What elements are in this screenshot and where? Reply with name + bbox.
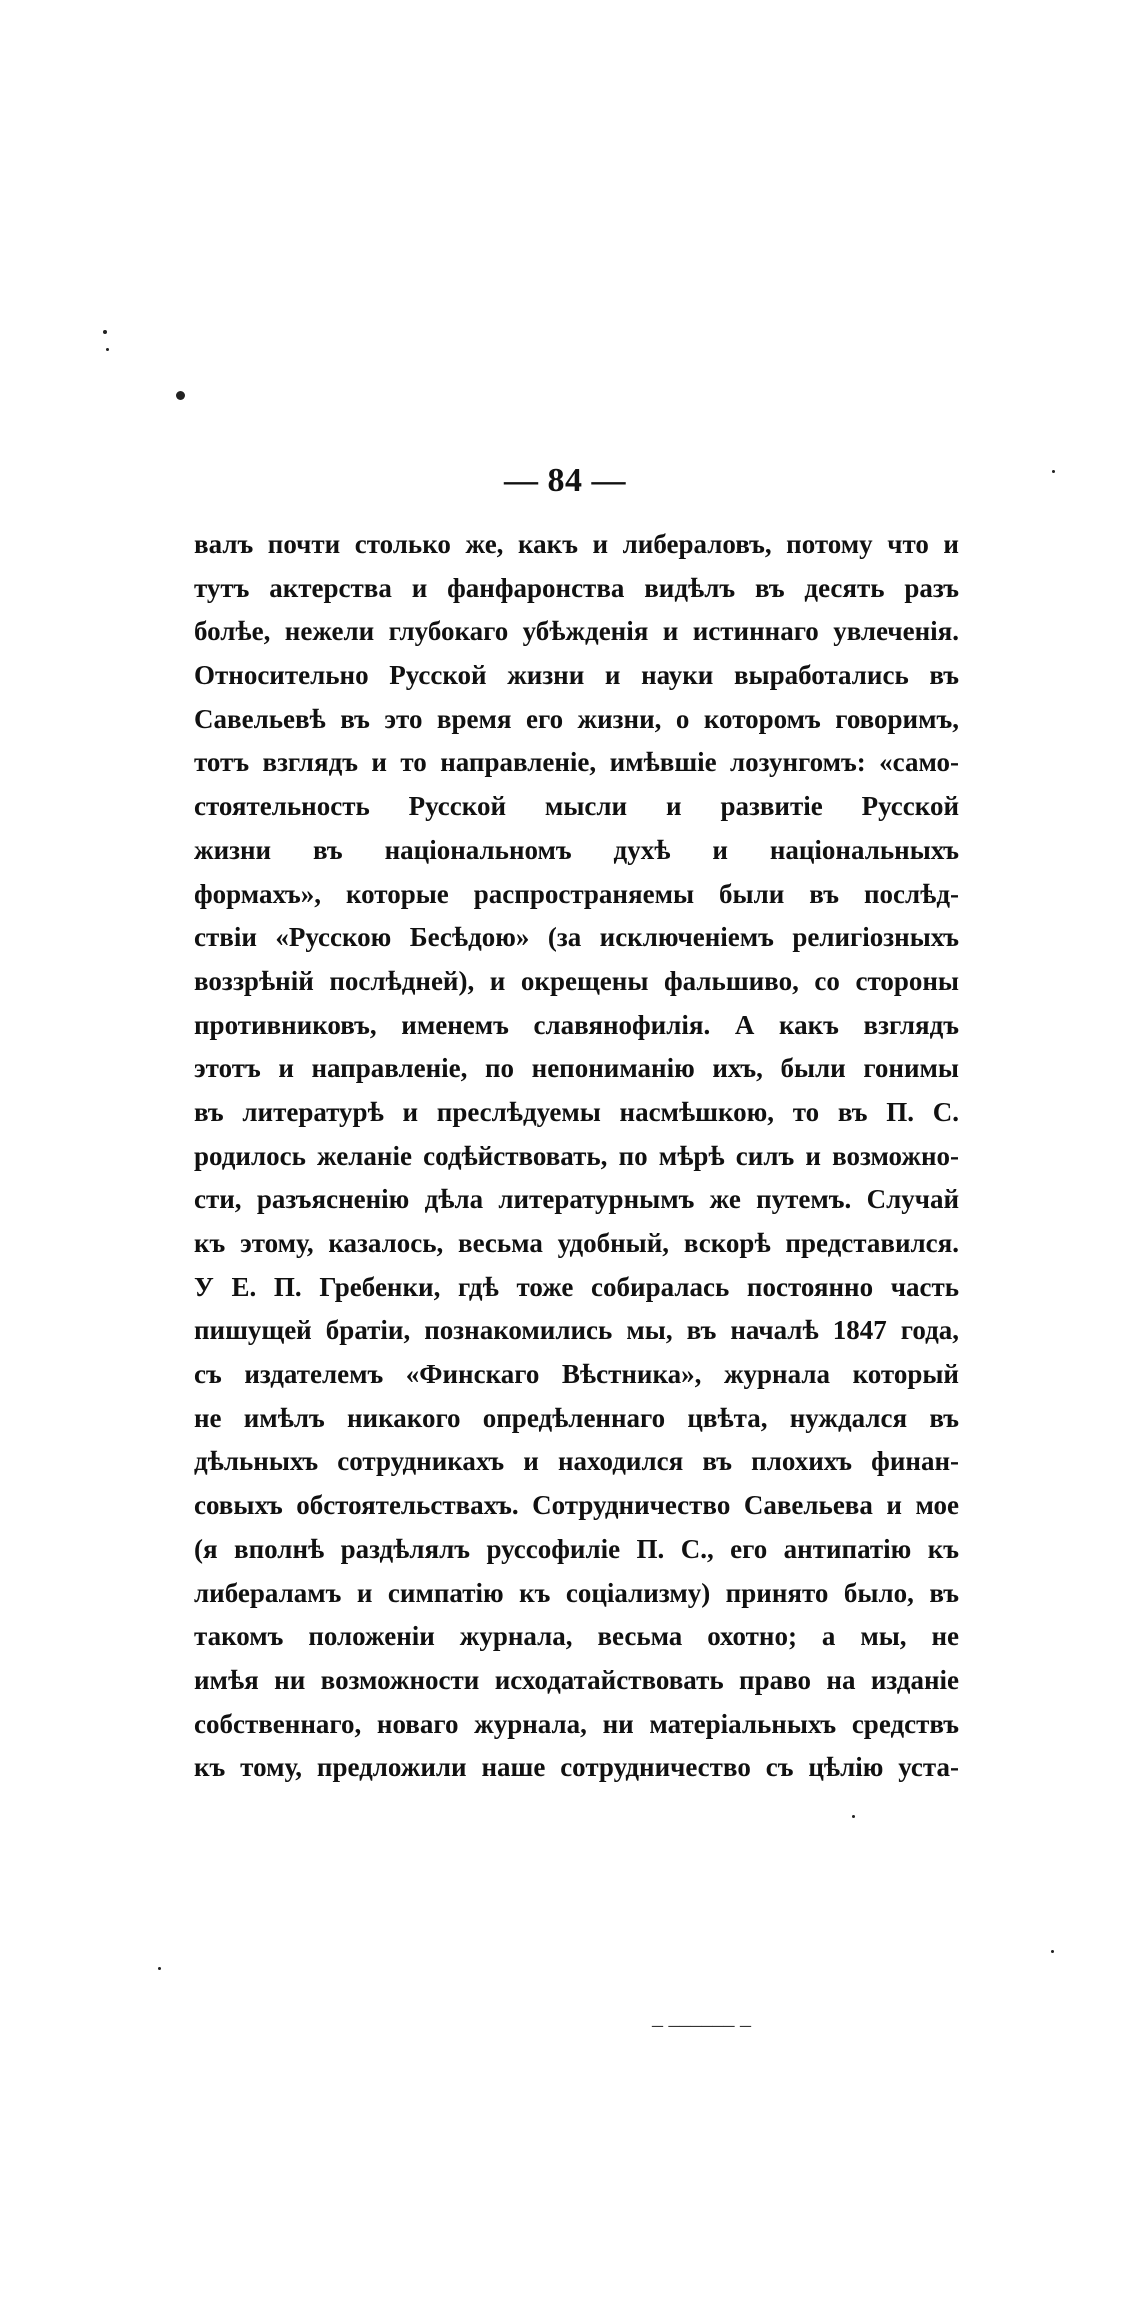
text-line: противниковъ, именемъ славянофилія. А какъ взглядъ	[194, 1009, 959, 1040]
body-text	[194, 523, 959, 1790]
text-line: въ литературѣ и преслѣдуемы насмѣшкою, то въ П. С.	[194, 1096, 959, 1127]
ink-speck	[106, 348, 109, 351]
text-line: воззрѣній послѣдней), и окрещены фальшиво, со стороны	[194, 965, 959, 996]
text-line: къ этому, казалось, весьма удобный, вскорѣ представился.	[194, 1228, 959, 1258]
ink-speck	[103, 330, 107, 334]
text-line: не имѣлъ никакого опредѣленнаго цвѣта, нуждался въ	[194, 1402, 959, 1433]
text-line: формахъ», которые распространяемы были въ послѣд-	[194, 878, 959, 909]
text-line: валъ почти столько же, какъ и либераловъ, потому что и	[194, 529, 959, 559]
text-line: съ издателемъ «Финскаго Вѣстника», журнала который	[194, 1359, 959, 1390]
ink-speck	[1052, 470, 1055, 473]
text-line: сти, разъясненію дѣла литературнымъ же путемъ. Случай	[194, 1184, 959, 1215]
text-line: стоятельность Русской мысли и развитіе Русской	[194, 791, 959, 822]
text-line: совыхъ обстоятельствахъ. Сотрудничество Савельева и мое	[194, 1490, 959, 1521]
text-line: У Е. П. Гребенки, гдѣ тоже собиралась постоянно часть	[194, 1271, 959, 1302]
text-line: жизни въ національномъ духѣ и національныхъ	[194, 834, 959, 865]
text-line: Относительно Русской жизни и науки выработались въ	[194, 660, 959, 691]
text-line: Савельевѣ въ это время его жизни, о которомъ говоримъ,	[194, 703, 959, 734]
text-line: (я вполнѣ раздѣлялъ руссофиліе П. С., его антипатію къ	[194, 1533, 959, 1564]
text-line: болѣе, нежели глубокаго убѣжденія и истиннаго увлеченія.	[194, 616, 959, 647]
text-line: родилось желаніе содѣйствовать, по мѣрѣ силъ и возможно-	[194, 1140, 959, 1171]
text-line: къ тому, предложили наше сотрудничество съ цѣлію уста-	[194, 1752, 959, 1783]
ink-speck	[852, 1815, 855, 1818]
text-line: дѣльныхъ сотрудникахъ и находился въ плохихъ финан-	[194, 1446, 959, 1477]
text-line: тутъ актерства и фанфаронства видѣлъ въ десять разъ	[194, 572, 959, 603]
ink-speck	[158, 1967, 161, 1970]
text-line: ствіи «Русскою Бесѣдою» (за исключеніемъ религіозныхъ	[194, 922, 959, 953]
text-line: такомъ положеніи журнала, весьма охотно; а мы, не	[194, 1621, 959, 1652]
text-line: либераламъ и симпатію къ соціализму) принято было, въ	[194, 1577, 959, 1608]
text-line: имѣя ни возможности исходатайствовать право на изданіе	[194, 1664, 959, 1695]
ink-speck	[1051, 1950, 1054, 1953]
bottom-ornament: _ ______ _	[652, 2004, 751, 2029]
text-line: тотъ взглядъ и то направленіе, имѣвшіе лозунгомъ: «само-	[194, 747, 959, 778]
text-line: пишущей братіи, познакомились мы, въ началѣ 1847 года,	[194, 1315, 959, 1346]
text-line: этотъ и направленіе, по непониманію ихъ, были гонимы	[194, 1053, 959, 1084]
page-number: — 84 —	[504, 462, 626, 499]
ink-speck	[176, 391, 185, 400]
text-line: собственнаго, новаго журнала, ни матеріальныхъ средствъ	[194, 1708, 959, 1739]
